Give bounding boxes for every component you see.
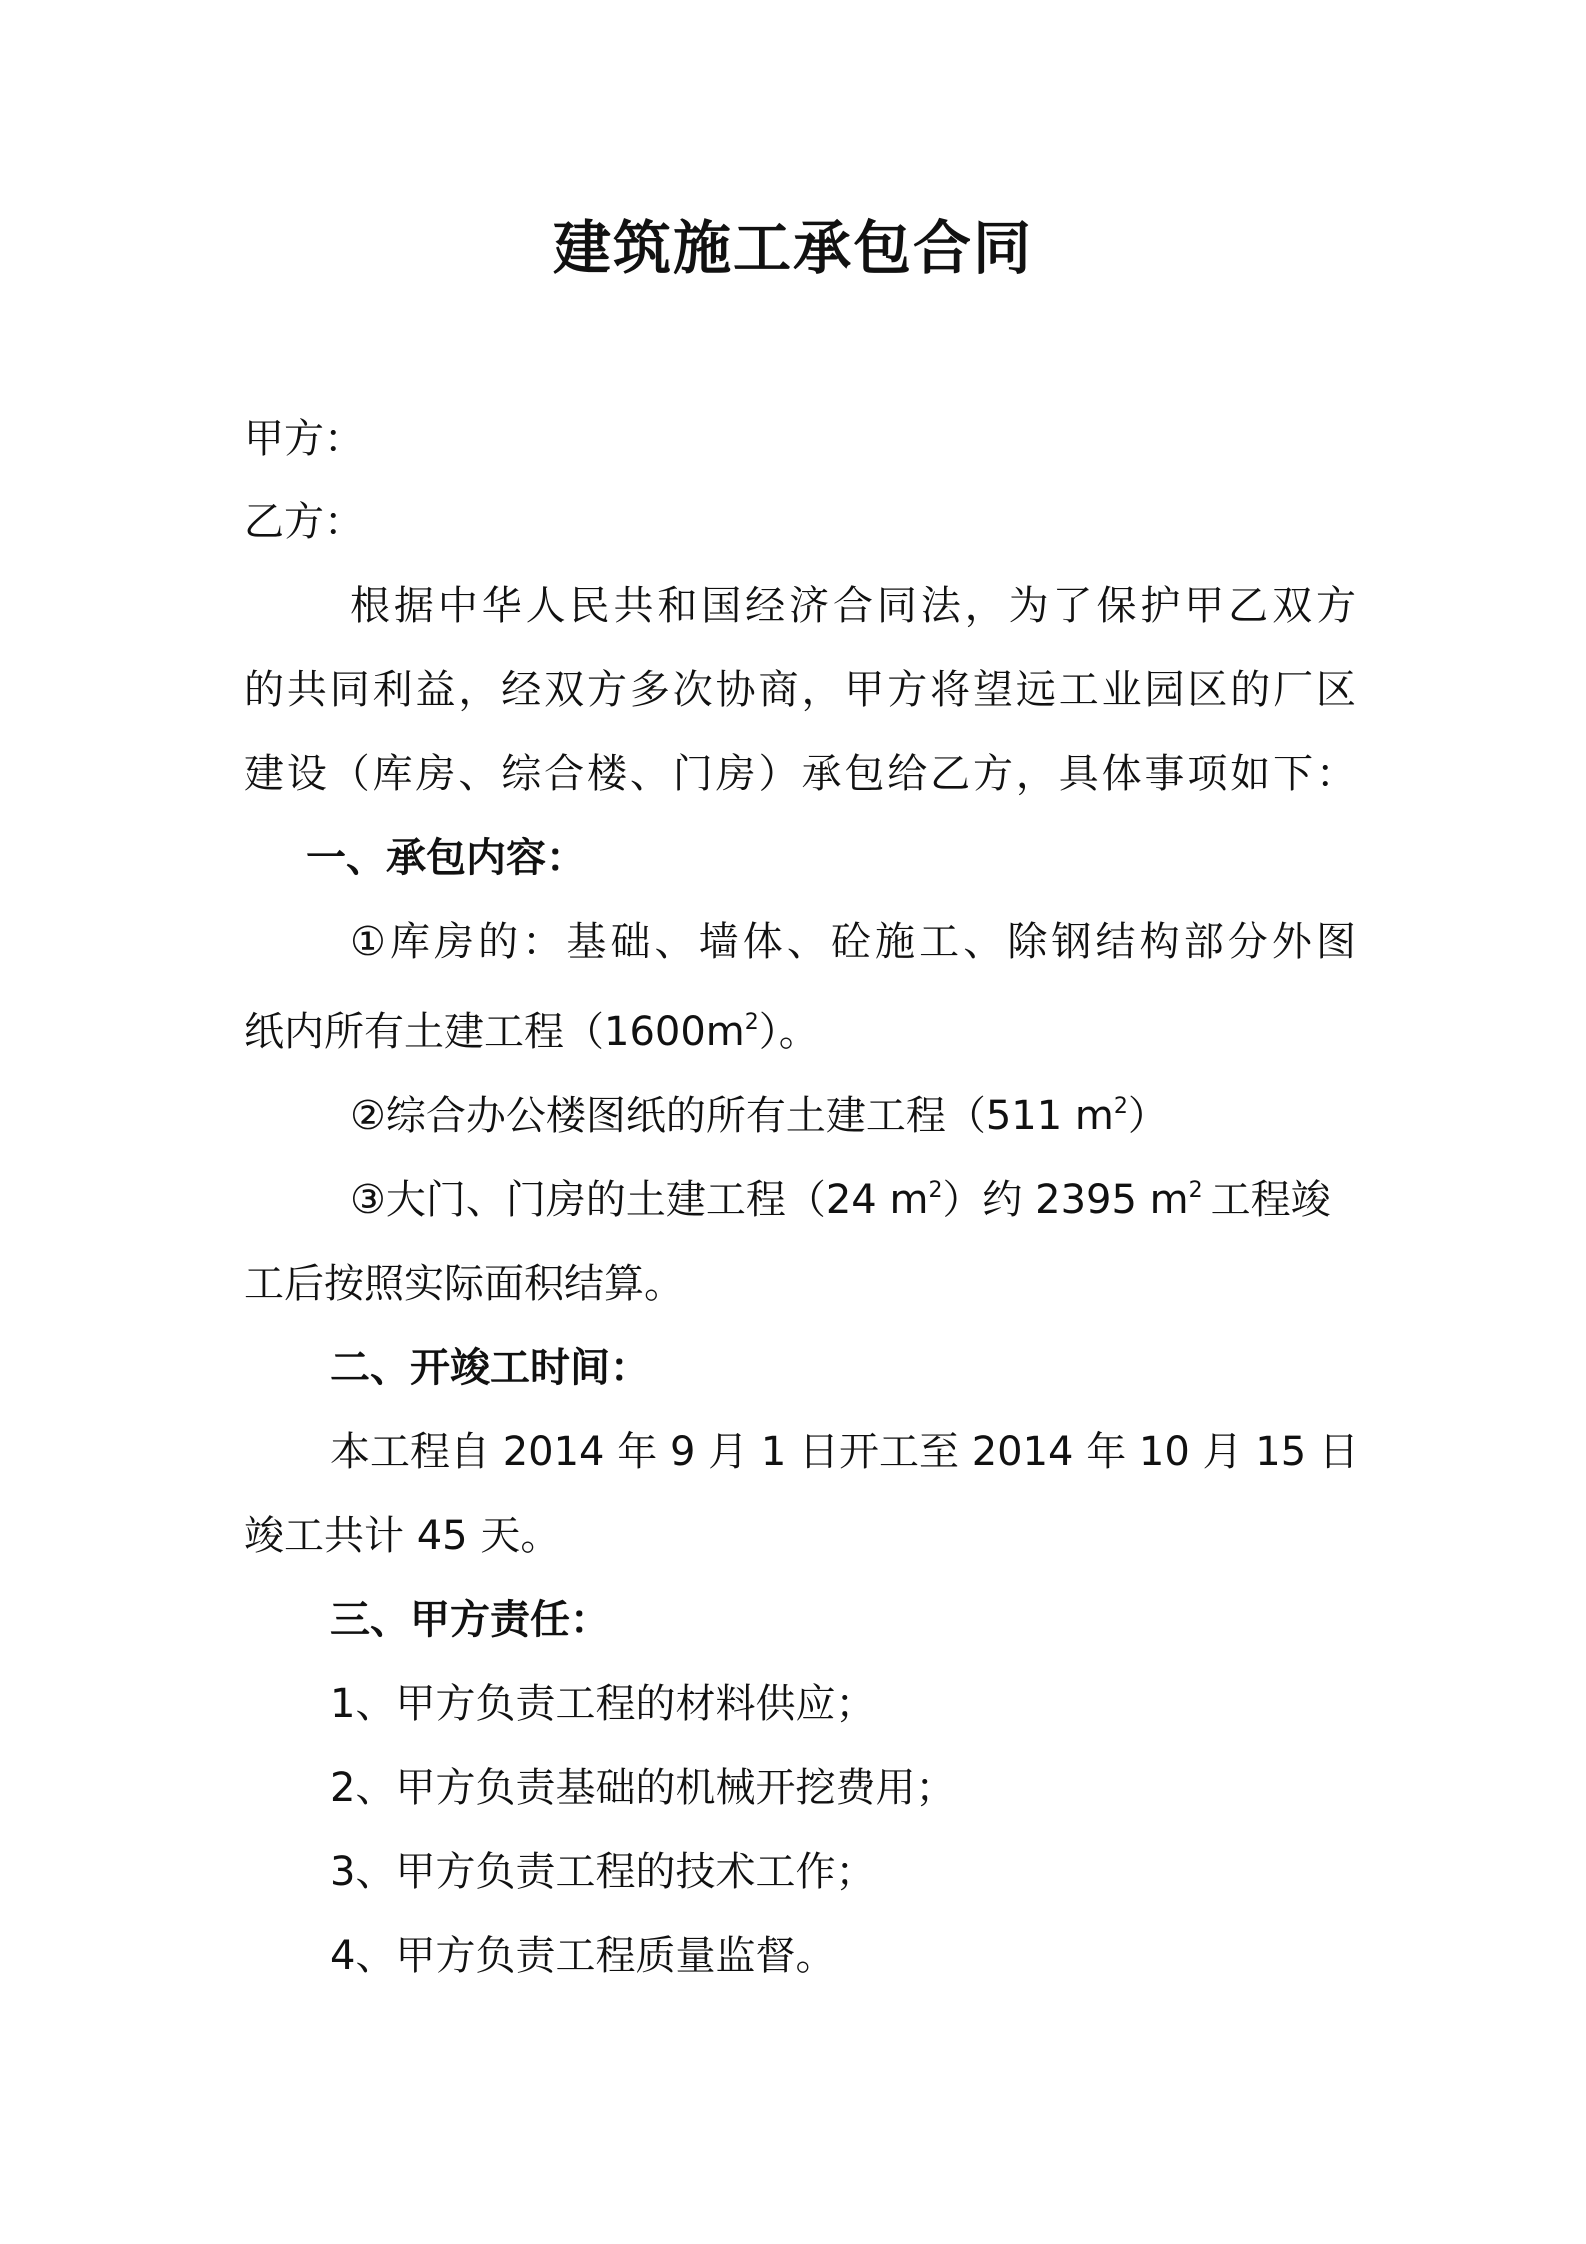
party-a-label: 甲方： xyxy=(244,416,364,462)
superscript: 2 xyxy=(1188,1178,1203,1203)
section1-item1-line2 xyxy=(244,1002,819,1062)
section1-item1-line1: ①库房的：基础、墙体、砼施工、除钢结构部分外图 xyxy=(350,919,1356,965)
section2-line1: 本工程自 2014 年 9 月 1 日开工至 2014 年 10 月 15 日 xyxy=(330,1429,1359,1475)
superscript: 2 xyxy=(744,1010,759,1035)
section2-line2: 竣工共计 45 天。 xyxy=(244,1513,561,1559)
section3-item-1: 1、甲方负责工程的材料供应； xyxy=(330,1681,876,1727)
item2-text-end: ） xyxy=(1127,1093,1168,1139)
item2-text: ②综合办公楼图纸的所有土建工程（511 m xyxy=(350,1093,1114,1139)
intro-line-3: 建设（库房、综合楼、门房）承包给乙方，具体事项如下： xyxy=(244,751,1356,797)
item1-text: 纸内所有土建工程（1600m xyxy=(244,1009,745,1055)
item3-text-end: 工程竣 xyxy=(1210,1177,1331,1223)
document-title: 建筑施工承包合同 xyxy=(552,214,1033,282)
section2-heading: 二、开竣工时间： xyxy=(330,1345,650,1391)
section3-item-3: 3、甲方负责工程的技术工作； xyxy=(330,1849,876,1895)
section1-heading: 一、承包内容： xyxy=(306,835,586,881)
item3-text: ③大门、门房的土建工程（24 m xyxy=(350,1177,929,1223)
superscript: 2 xyxy=(1113,1094,1128,1119)
section3-heading: 三、甲方责任： xyxy=(330,1597,610,1643)
superscript: 2 xyxy=(928,1178,943,1203)
party-b-label: 乙方： xyxy=(244,499,364,545)
section1-item3-line1 xyxy=(350,1170,1331,1230)
intro-line-2: 的共同利益，经双方多次协商，甲方将望远工业园区的厂区 xyxy=(244,667,1356,713)
item1-text-end: ）。 xyxy=(758,1009,819,1055)
section1-item3-line2: 工后按照实际面积结算。 xyxy=(244,1261,684,1307)
section3-item-4: 4、甲方负责工程质量监督。 xyxy=(330,1933,836,1979)
intro-line-1: 根据中华人民共和国经济合同法，为了保护甲乙双方 xyxy=(350,583,1356,629)
section1-item2 xyxy=(350,1086,1168,1146)
section3-item-2: 2、甲方负责基础的机械开挖费用； xyxy=(330,1765,956,1811)
item3-text-mid: ）约 2395 m xyxy=(942,1177,1189,1223)
